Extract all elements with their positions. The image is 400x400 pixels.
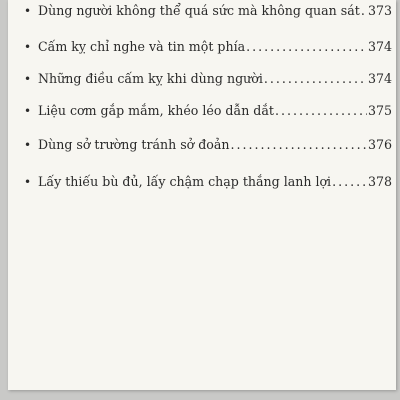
toc-entry [24, 171, 392, 193]
toc-entry-page: 376 [367, 137, 392, 152]
dot-leader [264, 68, 367, 90]
bullet-icon: • [24, 138, 32, 152]
bullet-icon: • [24, 104, 32, 118]
dot-leader [246, 36, 367, 58]
toc-entry-page: 374 [367, 39, 392, 54]
bullet-icon: • [24, 175, 32, 189]
toc-entry [24, 0, 392, 22]
toc-entry [24, 100, 392, 122]
book-page [8, 0, 396, 390]
toc-entry-title: Dùng sở trường tránh sở đoản [38, 137, 230, 152]
toc-entry [24, 68, 392, 90]
toc-entry-title: Cấm kỵ chỉ nghe và tin một phía [38, 39, 246, 54]
dot-leader [332, 171, 367, 193]
dot-leader [231, 134, 367, 156]
toc-entry-page: 374 [367, 71, 392, 86]
bullet-icon: • [24, 4, 32, 18]
toc-entry-page: 375 [367, 103, 392, 118]
toc-entry-title: Những điều cấm kỵ khi dùng người [38, 71, 263, 86]
dot-leader [275, 100, 367, 122]
toc-entry-title: Dùng người không thể quá sức mà không quan sát [38, 3, 360, 18]
bullet-icon: • [24, 72, 32, 86]
bullet-icon: • [24, 40, 32, 54]
toc-entry [24, 134, 392, 156]
toc-entry-page: 373 [367, 3, 392, 18]
dot-leader [361, 0, 367, 22]
toc-entry-title: Lấy thiếu bù đủ, lấy chậm chạp thắng lanh lợi [38, 174, 332, 189]
toc-entry-page: 378 [367, 174, 392, 189]
toc-entry-title: Liệu cơm gắp mắm, khéo léo dẫn dắt [38, 103, 274, 118]
toc-entry [24, 36, 392, 58]
